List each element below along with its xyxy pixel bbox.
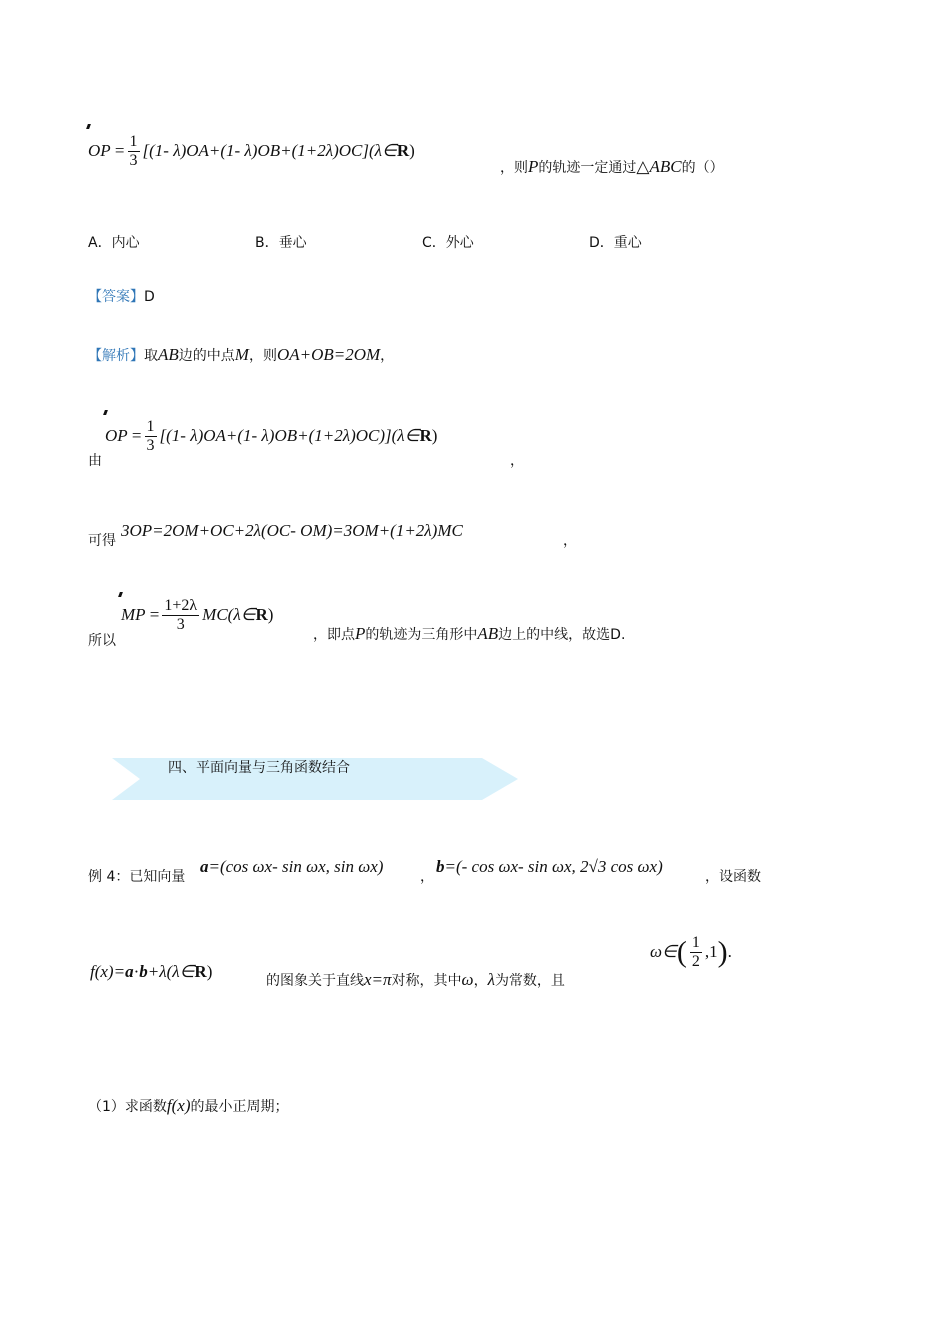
fraction-one-third: $\frac{1}{3}$ [129, 133, 138, 169]
example-suffix: ，设函数 [705, 869, 761, 885]
answer-tag: 【答案】 [88, 289, 144, 305]
vector-arrow-mark [86, 124, 91, 129]
omega-interval: ω∈( $\frac{1}{2}$ ,1). [650, 934, 732, 970]
vector-b-definition: b=(- cos ωx- sin ωx, 2√3 cos ωx) [436, 857, 663, 876]
formula-body: [(1- λ)OA+(1- λ)OB+(1+2λ)OC](λ∈ [142, 141, 397, 160]
option-a: A．内心 [88, 235, 140, 251]
analysis-line: 【解析】取AB边的中点M，则OA+OB=2OM， [88, 345, 395, 364]
separator: ， [420, 869, 434, 885]
kede-suffix: ， [563, 533, 577, 549]
real-set-symbol: R [396, 141, 410, 160]
option-b: B．垂心 [255, 235, 307, 251]
you-prefix: 由 [88, 453, 102, 469]
subquestion-1: （1）求函数f(x)的最小正周期； [88, 1096, 289, 1115]
you-suffix: ， [510, 453, 524, 469]
fx-description: 的图象关于直线x=π对称，其中ω，λ为常数，且 [266, 970, 565, 989]
kede-equation: 3OP=2OM+OC+2λ(OC- OM)=3OM+(1+2λ)MC [121, 521, 463, 540]
suoyi-prefix: 所以 [88, 633, 116, 649]
suoyi-text: ，即点P的轨迹为三角形中AB边上的中线，故选D. [313, 624, 626, 643]
you-formula: OP = $\frac{1}{3}$ [(1- λ)OA+(1- λ)OB+(1+2λ)OC)](λ∈R) [105, 418, 438, 454]
question-formula: OP = $\frac{1}{3}$ [(1- λ)OA+(1- λ)OB+(1+2λ)OC](λ∈R) [88, 133, 415, 169]
question-text: ，则P的轨迹一定通过△ABC的（） [500, 157, 724, 176]
suoyi-formula: MP = $\frac{1+2\lambda}{3}$ MC(λ∈R) [121, 597, 274, 633]
option-d: D．重心 [589, 235, 642, 251]
answer-line [88, 286, 155, 306]
example-prefix: 例 4：已知向量 [88, 869, 186, 885]
vector-a-definition: a=(cos ωx- sin ωx, sin ωx) [200, 857, 384, 876]
section-title: 四、平面向量与三角函数结合 [168, 760, 350, 776]
kede-prefix: 可得 [88, 533, 116, 549]
triangle-icon: △ [636, 157, 650, 176]
vector-arrow-mark [103, 410, 108, 415]
analysis-tag: 【解析】 [88, 348, 144, 364]
fx-definition: f(x)=a·b+λ(λ∈R) [90, 962, 213, 981]
answer-value: D [144, 289, 155, 305]
vector-op: OP [88, 141, 111, 160]
option-c: C．外心 [422, 235, 474, 251]
midpoint-equation: OA+OB=2OM [276, 345, 381, 364]
